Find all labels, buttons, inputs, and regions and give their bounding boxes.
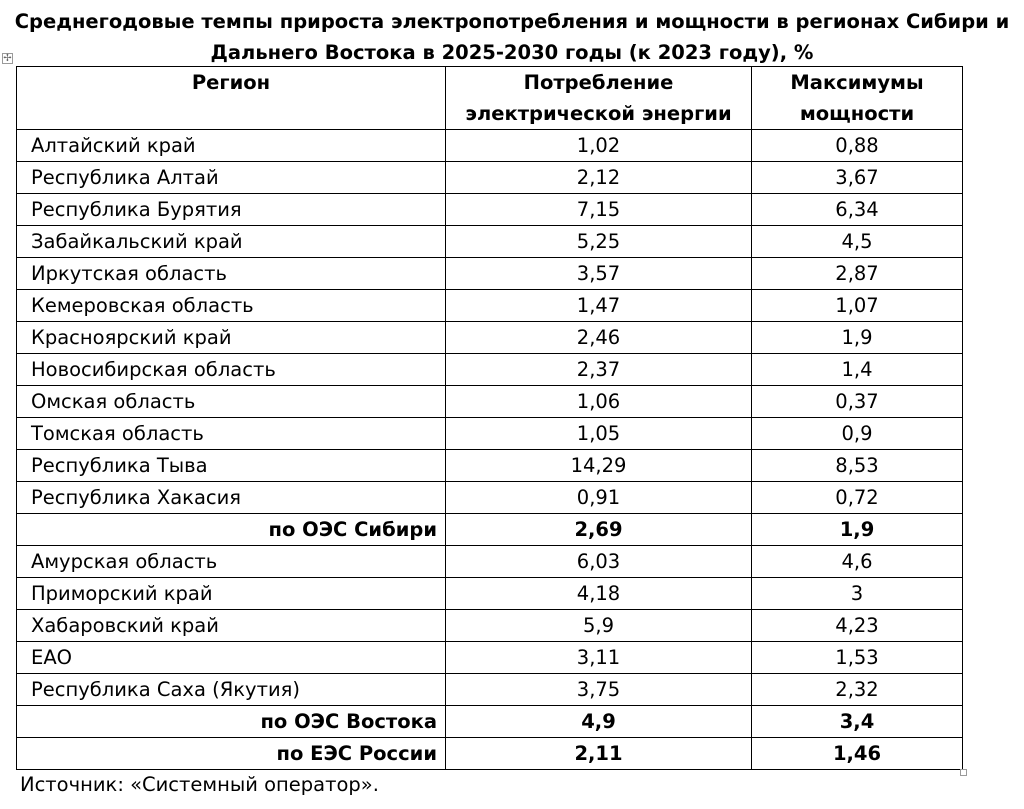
region-cell: Приморский край — [17, 578, 446, 610]
peak-cell: 3,4 — [752, 706, 963, 738]
consumption-cell: 5,9 — [446, 610, 752, 642]
peak-cell: 2,32 — [752, 674, 963, 706]
consumption-cell: 3,57 — [446, 258, 752, 290]
region-cell: Новосибирская область — [17, 354, 446, 386]
peak-cell: 0,9 — [752, 418, 963, 450]
consumption-cell: 1,47 — [446, 290, 752, 322]
region-cell: Хабаровский край — [17, 610, 446, 642]
table-row — [17, 642, 963, 674]
header-row — [17, 67, 963, 130]
subtotal-row — [17, 706, 963, 738]
consumption-cell: 6,03 — [446, 546, 752, 578]
region-cell: ЕАО — [17, 642, 446, 674]
region-cell: Амурская область — [17, 546, 446, 578]
consumption-cell: 4,9 — [446, 706, 752, 738]
peak-cell: 6,34 — [752, 194, 963, 226]
peak-cell: 1,9 — [752, 514, 963, 546]
consumption-cell: 1,02 — [446, 130, 752, 162]
region-cell: Омская область — [17, 386, 446, 418]
region-cell: Республика Хакасия — [17, 482, 446, 514]
region-cell: Красноярский край — [17, 322, 446, 354]
peak-cell: 1,07 — [752, 290, 963, 322]
table-row — [17, 194, 963, 226]
region-cell: по ОЭС Востока — [17, 706, 446, 738]
table-row — [17, 386, 963, 418]
table-row — [17, 610, 963, 642]
consumption-cell: 2,37 — [446, 354, 752, 386]
table-row — [17, 258, 963, 290]
consumption-cell: 2,12 — [446, 162, 752, 194]
table-move-handle-icon[interactable]: ✢ — [3, 53, 12, 64]
region-cell: Томская область — [17, 418, 446, 450]
peak-cell: 8,53 — [752, 450, 963, 482]
peak-cell: 1,9 — [752, 322, 963, 354]
header-region: Регион — [17, 67, 446, 130]
table-body — [17, 130, 963, 770]
consumption-cell: 14,29 — [446, 450, 752, 482]
region-cell: Республика Саха (Якутия) — [17, 674, 446, 706]
table-title: Среднегодовые темпы прироста электропотребления и мощности в регионах Сибири и Дальнего Востока в 2025-2030 годы (к 2023 году), % — [14, 10, 1010, 64]
peak-cell: 4,6 — [752, 546, 963, 578]
consumption-cell: 2,11 — [446, 738, 752, 770]
region-cell: по ЕЭС России — [17, 738, 446, 770]
table-row — [17, 546, 963, 578]
header-peak — [752, 67, 963, 130]
peak-cell: 2,87 — [752, 258, 963, 290]
region-cell: Кемеровская область — [17, 290, 446, 322]
peak-cell: 0,72 — [752, 482, 963, 514]
table-row — [17, 674, 963, 706]
table-resize-handle-icon[interactable] — [960, 769, 967, 776]
table-row — [17, 418, 963, 450]
consumption-cell: 3,11 — [446, 642, 752, 674]
peak-cell: 3 — [752, 578, 963, 610]
source-note: Источник: «Системный оператор». — [20, 773, 379, 796]
consumption-cell: 3,75 — [446, 674, 752, 706]
region-cell: Республика Алтай — [17, 162, 446, 194]
peak-cell: 1,46 — [752, 738, 963, 770]
subtotal-row — [17, 514, 963, 546]
consumption-cell: 4,18 — [446, 578, 752, 610]
consumption-cell: 2,46 — [446, 322, 752, 354]
table-row — [17, 290, 963, 322]
subtotal-row — [17, 738, 963, 770]
region-cell: Республика Тыва — [17, 450, 446, 482]
consumption-cell: 1,05 — [446, 418, 752, 450]
table-row — [17, 322, 963, 354]
peak-cell: 3,67 — [752, 162, 963, 194]
peak-cell: 4,5 — [752, 226, 963, 258]
peak-cell: 0,37 — [752, 386, 963, 418]
table-row — [17, 226, 963, 258]
table-row — [17, 578, 963, 610]
header-peak-text: Максимумы мощности — [790, 71, 924, 125]
table-row — [17, 482, 963, 514]
consumption-cell: 0,91 — [446, 482, 752, 514]
table-row — [17, 354, 963, 386]
consumption-cell: 5,25 — [446, 226, 752, 258]
peak-cell: 4,23 — [752, 610, 963, 642]
table-row — [17, 450, 963, 482]
header-consumption — [446, 67, 752, 130]
region-cell: Республика Бурятия — [17, 194, 446, 226]
region-cell: по ОЭС Сибири — [17, 514, 446, 546]
peak-cell: 1,4 — [752, 354, 963, 386]
consumption-cell: 2,69 — [446, 514, 752, 546]
peak-cell: 0,88 — [752, 130, 963, 162]
region-cell: Забайкальский край — [17, 226, 446, 258]
consumption-cell: 1,06 — [446, 386, 752, 418]
peak-cell: 1,53 — [752, 642, 963, 674]
consumption-cell: 7,15 — [446, 194, 752, 226]
table-row — [17, 130, 963, 162]
table-row — [17, 162, 963, 194]
data-table — [16, 66, 963, 770]
region-cell: Иркутская область — [17, 258, 446, 290]
header-consumption-text: Потребление электрической энергии — [465, 71, 732, 125]
region-cell: Алтайский край — [17, 130, 446, 162]
